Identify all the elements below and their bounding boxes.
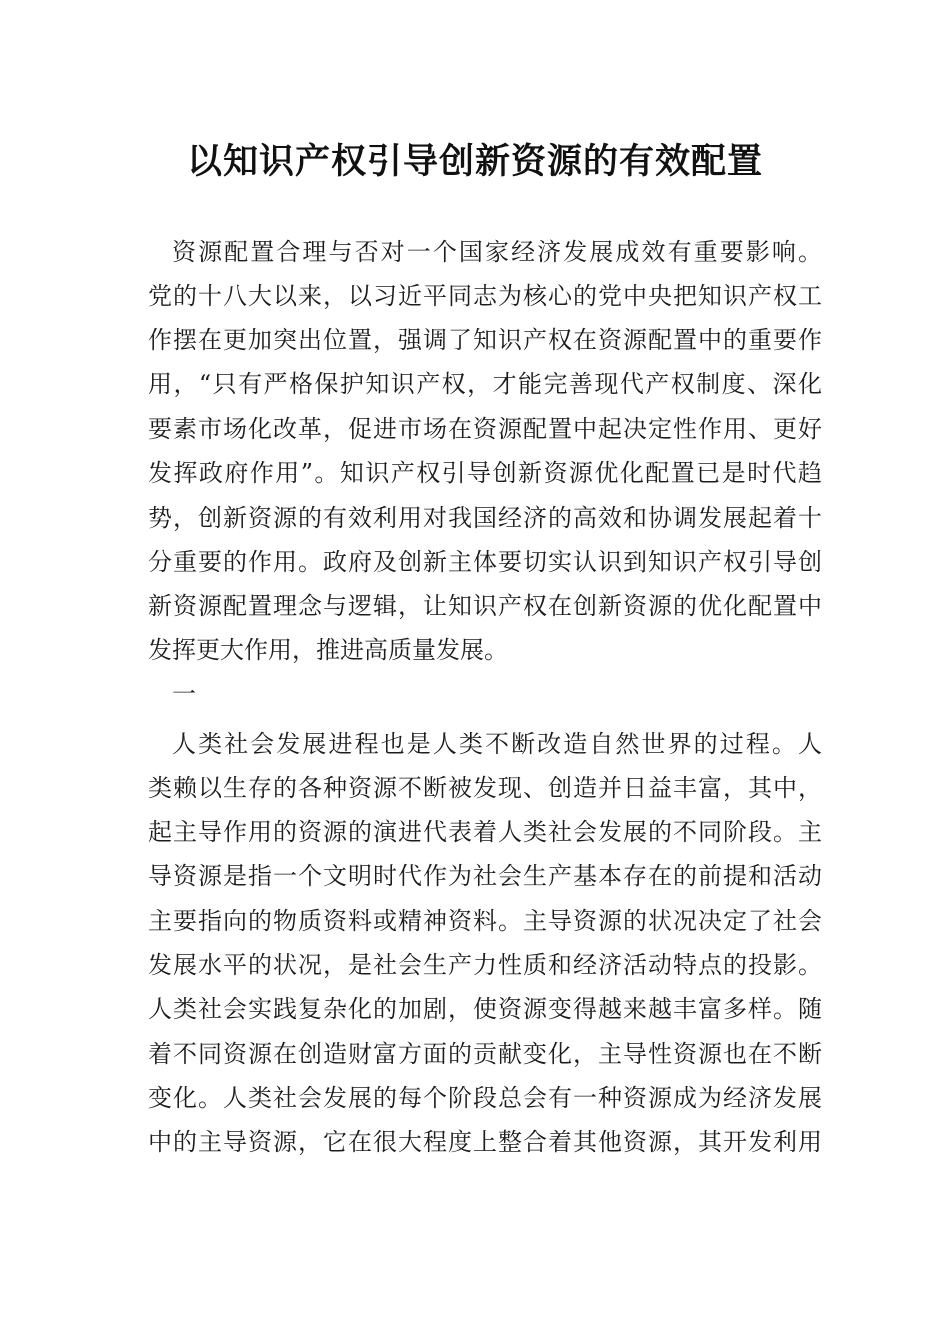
- paragraph-1-line: 用，“只有严格保护知识产权，才能完善现代产权制度、深化: [148, 370, 822, 398]
- paragraph-1-line: 发挥更大作用，推进高质量发展。: [148, 636, 508, 664]
- paragraph-2-line: 人类社会发展进程也是人类不断改造自然世界的过程。人: [172, 730, 822, 758]
- paragraph-2-line: 人类社会实践复杂化的加剧，使资源变得越来越丰富多样。随: [148, 995, 822, 1023]
- paragraph-1-line: 作摆在更加突出位置，强调了知识产权在资源配置中的重要作: [148, 326, 822, 354]
- paragraph-2-line: 类赖以生存的各种资源不断被发现、创造并日益丰富，其中，: [148, 774, 822, 802]
- paragraph-2-line: 中的主导资源，它在很大程度上整合着其他资源，其开发利用: [148, 1128, 822, 1156]
- paragraph-1-line: 新资源配置理念与逻辑，让知识产权在创新资源的优化配置中: [148, 592, 822, 620]
- paragraph-1-line: 资源配置合理与否对一个国家经济发展成效有重要影响。: [172, 238, 822, 266]
- document-title: 以知识产权引导创新资源的有效配置: [186, 141, 763, 182]
- paragraph-2-line: 发展水平的状况，是社会生产力性质和经济活动特点的投影。: [148, 951, 822, 979]
- section-number: 一: [172, 680, 196, 708]
- paragraph-1-line: 党的十八大以来，以习近平同志为核心的党中央把知识产权工: [148, 282, 822, 310]
- paragraph-2-line: 变化。人类社会发展的每个阶段总会有一种资源成为经济发展: [148, 1084, 822, 1112]
- paragraph-2-line: 主要指向的物质资料或精神资料。主导资源的状况决定了社会: [148, 907, 822, 935]
- paragraph-1-line: 势，创新资源的有效利用对我国经济的高效和协调发展起着十: [148, 504, 822, 532]
- paragraph-1-line: 分重要的作用。政府及创新主体要切实认识到知识产权引导创: [148, 548, 822, 576]
- paragraph-2-line: 导资源是指一个文明时代作为社会生产基本存在的前提和活动: [148, 862, 822, 890]
- paragraph-1-line: 发挥政府作用”。知识产权引导创新资源优化配置已是时代趋: [148, 459, 822, 487]
- paragraph-1-line: 要素市场化改革，促进市场在资源配置中起决定性作用、更好: [148, 415, 822, 443]
- paragraph-2-line: 起主导作用的资源的演进代表着人类社会发展的不同阶段。主: [148, 818, 822, 846]
- paragraph-2-line: 着不同资源在创造财富方面的贡献变化，主导性资源也在不断: [148, 1040, 822, 1068]
